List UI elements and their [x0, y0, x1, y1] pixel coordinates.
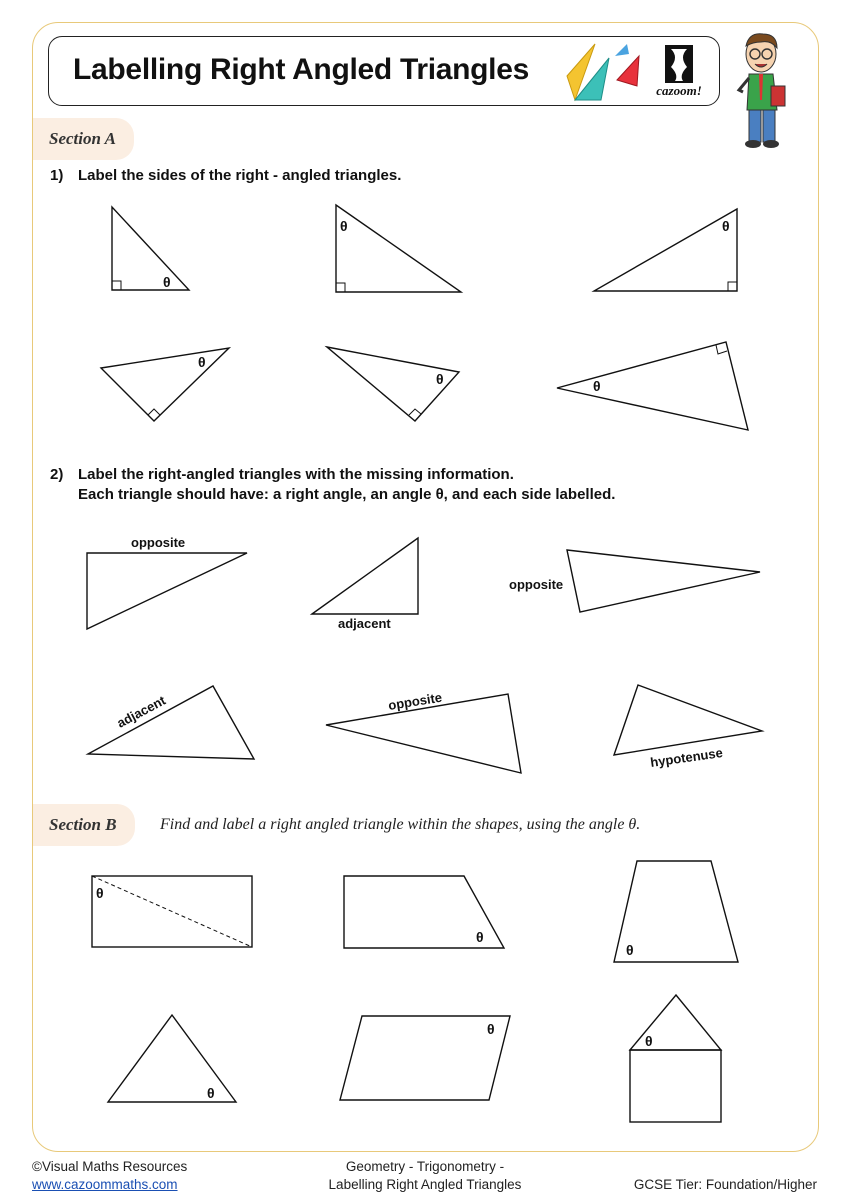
cazoom-brand-text: cazoom!: [656, 83, 702, 98]
section-b-rectangle: [92, 876, 252, 947]
section-b-parallelogram: [340, 1016, 510, 1100]
q2-triangle-2: [312, 538, 418, 631]
side-label: adjacent: [114, 692, 168, 731]
theta-label: θ: [487, 1021, 495, 1037]
topic-line-2: Labelling Right Angled Triangles: [328, 1177, 522, 1192]
question-1-number: 1): [50, 167, 64, 184]
q2-triangle-3: [509, 550, 760, 612]
footer-tier: GCSE Tier: Foundation/Higher: [633, 1177, 817, 1192]
side-label: adjacent: [338, 616, 391, 631]
page-title: Labelling Right Angled Triangles: [73, 53, 529, 86]
section-b-house: [630, 995, 721, 1122]
footer-center: [300, 1158, 550, 1194]
theta-label: θ: [436, 371, 444, 387]
section-b-tab: Section B: [33, 804, 135, 846]
question-1-text: Label the sides of the right - angled triangles.: [78, 167, 402, 184]
theta-label: θ: [476, 929, 484, 945]
section-b-trapezium-isosceles: [614, 861, 738, 962]
theta-label: θ: [340, 218, 348, 234]
footer-left: [32, 1158, 187, 1194]
q1-triangle-6: [557, 342, 748, 430]
website-link[interactable]: www.cazoommaths.com: [32, 1177, 178, 1192]
q2-triangle-6: [614, 685, 762, 770]
side-label: opposite: [387, 689, 443, 713]
q1-triangle-4: [101, 348, 229, 421]
theta-label: θ: [207, 1085, 215, 1101]
theta-label: θ: [96, 885, 104, 901]
q2-triangle-1: [87, 535, 247, 629]
side-label: opposite: [131, 535, 186, 550]
question-2-line1: Label the right-angled triangles with the missing information.: [78, 466, 514, 483]
theta-label: θ: [626, 942, 634, 958]
question-2-number: 2): [50, 466, 64, 483]
theta-label: θ: [198, 354, 206, 370]
section-a-tab: Section A: [33, 118, 134, 160]
q1-triangle-5: [327, 347, 459, 421]
side-label: hypotenuse: [649, 744, 724, 770]
section-b-instruction: Find and label a right angled triangle within the shapes, using the angle θ.: [160, 816, 641, 833]
q1-triangle-1: [112, 207, 189, 290]
q1-triangle-3: [594, 209, 737, 291]
topic-line-1: Geometry - Trigonometry -: [345, 1159, 505, 1174]
theta-label: θ: [645, 1033, 653, 1049]
copyright: ©Visual Maths Resources: [32, 1159, 188, 1174]
section-b-triangle: [108, 1015, 236, 1102]
q1-triangle-2: [336, 205, 461, 292]
q2-triangle-4: [88, 686, 254, 759]
theta-label: θ: [722, 218, 730, 234]
side-label: opposite: [509, 577, 564, 592]
question-2-line2: Each triangle should have: a right angle, an angle θ, and each side labelled.: [78, 486, 616, 503]
theta-label: θ: [163, 274, 171, 290]
section-b-trapezium-right: [344, 876, 504, 948]
q2-triangle-5: [326, 690, 521, 773]
theta-label: θ: [593, 378, 601, 394]
